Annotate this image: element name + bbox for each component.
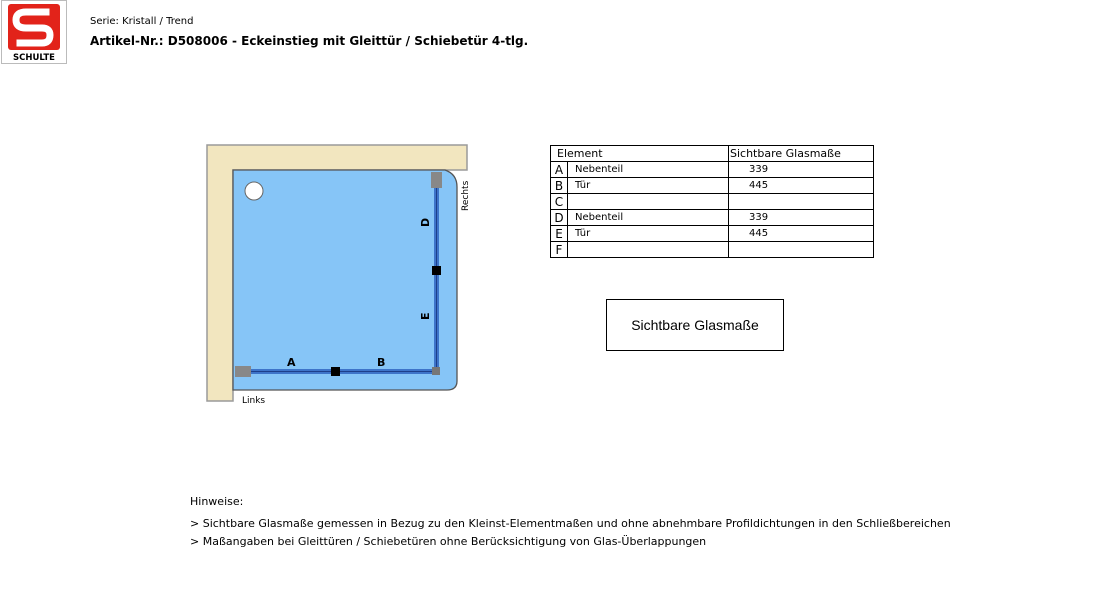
note-line: > Sichtbare Glasmaße gemessen in Bezug zu den Kleinst-Elementmaßen und ohne abnehmbare Profildichtungen in den Schließbereichen <box>190 517 951 530</box>
wall-profile-left <box>235 366 251 377</box>
row-value: 339 <box>729 210 874 226</box>
corner-profile <box>432 367 440 375</box>
connector-front <box>331 367 340 376</box>
glass-dimensions-table <box>550 145 874 258</box>
label-rechts: Rechts <box>461 180 471 211</box>
table-header-element: Element <box>551 146 729 162</box>
schulte-logo <box>1 0 67 64</box>
table-row <box>551 210 874 226</box>
table-row <box>551 226 874 242</box>
row-value <box>729 194 874 210</box>
wall-profile-right <box>431 172 442 188</box>
notes-section <box>190 495 951 553</box>
label-b: B <box>377 356 386 369</box>
table-header-row <box>551 146 874 162</box>
label-a: A <box>287 356 296 369</box>
legend-box <box>606 299 784 351</box>
row-letter: E <box>551 226 568 242</box>
shower-layout-diagram <box>205 143 475 408</box>
table-row <box>551 162 874 178</box>
table-row <box>551 178 874 194</box>
row-letter: B <box>551 178 568 194</box>
row-name: Tür <box>568 178 729 194</box>
row-letter: F <box>551 242 568 258</box>
notes-title: Hinweise: <box>190 495 244 508</box>
label-links: Links <box>242 396 266 406</box>
connector-side <box>432 266 441 275</box>
row-letter: A <box>551 162 568 178</box>
table-row <box>551 194 874 210</box>
row-value: 339 <box>729 162 874 178</box>
row-value: 445 <box>729 178 874 194</box>
row-value: 445 <box>729 226 874 242</box>
row-letter: D <box>551 210 568 226</box>
row-name <box>568 242 729 258</box>
table-header-value: Sichtbare Glasmaße <box>729 146 874 162</box>
row-name: Nebenteil <box>568 210 729 226</box>
label-e: E <box>419 312 432 320</box>
row-name: Tür <box>568 226 729 242</box>
shower-tray <box>233 170 457 390</box>
row-name: Nebenteil <box>568 162 729 178</box>
table-row <box>551 242 874 258</box>
series-label: Serie: Kristall / Trend <box>90 16 194 27</box>
row-name <box>568 194 729 210</box>
drain-icon <box>245 182 263 200</box>
legend-text: Sichtbare Glasmaße <box>631 317 759 333</box>
note-line: > Maßangaben bei Gleittüren / Schiebetüren ohne Berücksichtigung von Glas-Überlappungen <box>190 535 707 548</box>
article-title: Artikel-Nr.: D508006 - Eckeinstieg mit Gleittür / Schiebetür 4-tlg. <box>90 34 529 48</box>
row-letter: C <box>551 194 568 210</box>
row-value <box>729 242 874 258</box>
logo-text: SCHULTE <box>13 53 55 63</box>
label-d: D <box>419 217 432 227</box>
